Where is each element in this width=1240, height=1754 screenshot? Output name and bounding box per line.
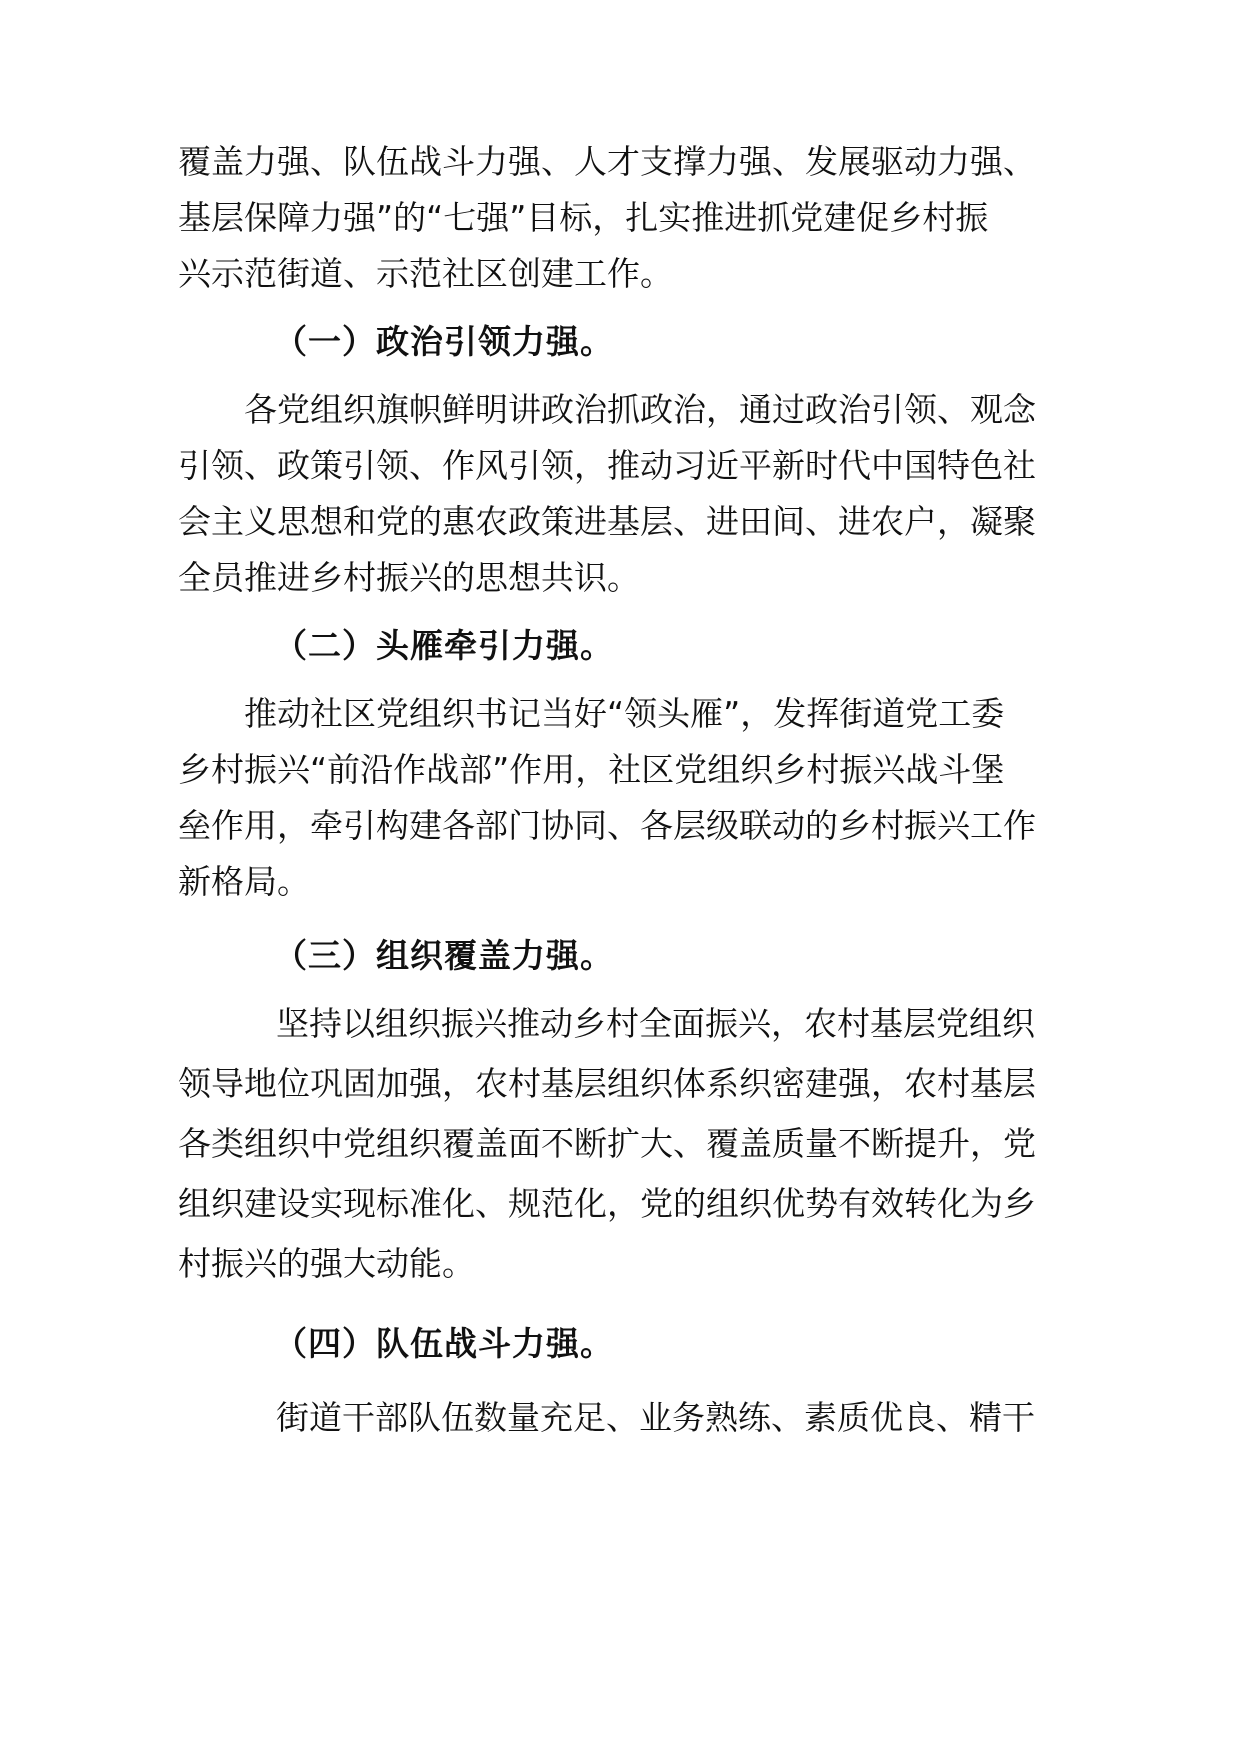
body-text-line: 新格局。 (178, 862, 310, 901)
body-text-line: 乡村振兴“前沿作战部”作用，社区党组织乡村振兴战斗堡 (178, 750, 1005, 789)
body-text-line: 推动社区党组织书记当好“领头雁”，发挥街道党工委 (244, 694, 1005, 733)
body-text-line: 基层保障力强”的“七强”目标，扎实推进抓党建促乡村振 (178, 198, 989, 237)
body-text-line: 各党组织旗帜鲜明讲政治抓政治，通过政治引领、观念 (244, 390, 1036, 429)
body-text-line: 覆盖力强、队伍战斗力强、人才支撑力强、发展驱动力强、 (178, 142, 1036, 181)
body-text-line: 全员推进乡村振兴的思想共识。 (178, 558, 640, 597)
section-heading-2: （二）头雁牵引力强。 (274, 626, 614, 665)
body-text-line: 组织建设实现标准化、规范化，党的组织优势有效转化为乡 (178, 1184, 1036, 1223)
body-text-line: 领导地位巩固加强，农村基层组织体系织密建强，农村基层 (178, 1064, 1036, 1103)
body-text-line: 村振兴的强大动能。 (178, 1244, 475, 1283)
body-text-line: 会主义思想和党的惠农政策进基层、进田间、进农户，凝聚 (178, 502, 1036, 541)
body-text-line: 兴示范街道、示范社区创建工作。 (178, 254, 673, 293)
body-text-line: 街道干部队伍数量充足、业务熟练、素质优良、精干 (276, 1398, 1035, 1437)
section-heading-4: （四）队伍战斗力强。 (274, 1324, 614, 1363)
body-text-line: 引领、政策引领、作风引领，推动习近平新时代中国特色社 (178, 446, 1036, 485)
section-heading-3: （三）组织覆盖力强。 (274, 936, 614, 975)
body-text-line: 坚持以组织振兴推动乡村全面振兴，农村基层党组织 (276, 1004, 1035, 1043)
body-text-line: 垒作用，牵引构建各部门协同、各层级联动的乡村振兴工作 (178, 806, 1036, 845)
body-text-line: 各类组织中党组织覆盖面不断扩大、覆盖质量不断提升，党 (178, 1124, 1036, 1163)
section-heading-1: （一）政治引领力强。 (274, 322, 614, 361)
